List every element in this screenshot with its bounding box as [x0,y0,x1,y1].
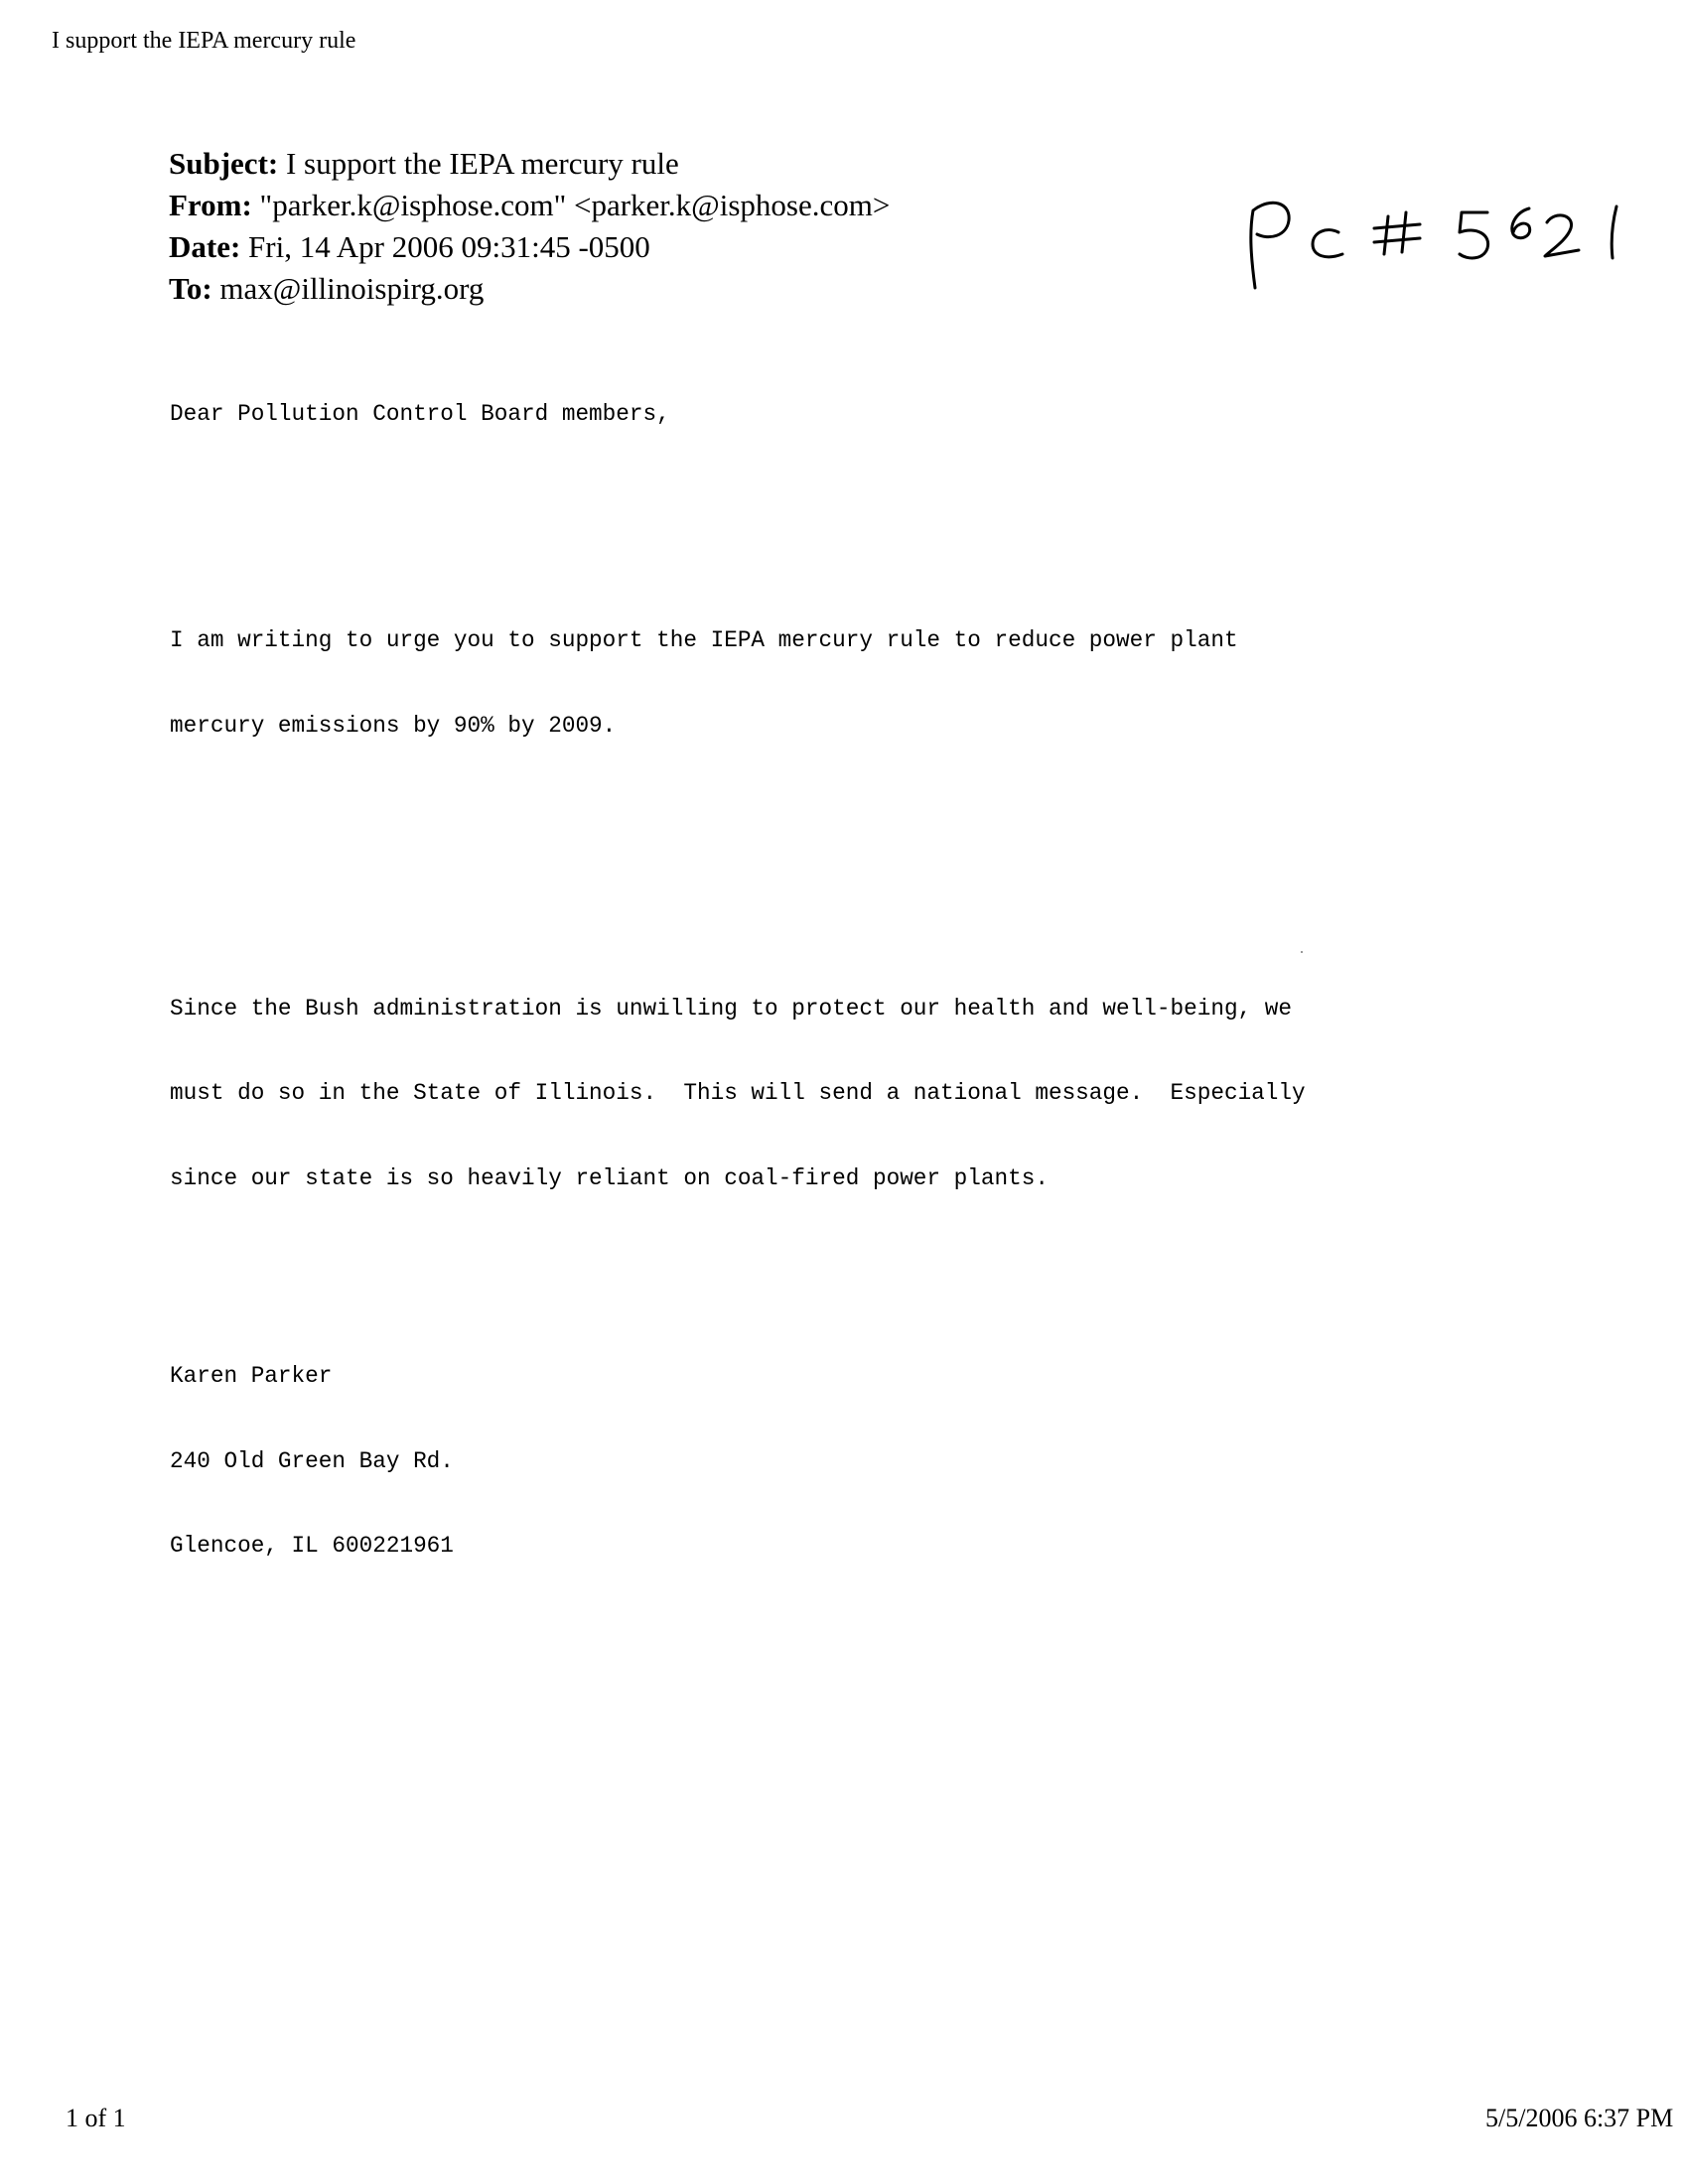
page-count: 1 of 1 [66,2104,126,2132]
signature-block [170,1305,1306,1617]
email-headers [169,143,890,310]
print-timestamp: 5/5/2006 6:37 PM [1485,2104,1674,2132]
date-row [169,226,890,268]
signature-street: 240 Old Green Bay Rd. [170,1447,454,1474]
body-line: must do so in the State of Illinois. This will send a national message. Especially [170,1080,1306,1106]
signature-name: Karen Parker [170,1363,333,1389]
body-line: I am writing to urge you to support the IEPA mercury rule to reduce power plant [170,627,1238,653]
page-header-title: I support the IEPA mercury rule [52,28,356,54]
to-label: To: [169,271,212,306]
date-label: Date: [169,229,241,264]
body-paragraph-2 [170,938,1306,1250]
date-value: Fri, 14 Apr 2006 09:31:45 -0500 [248,229,650,264]
email-body [170,343,1306,1645]
handwritten-stamp-pc-5621 [1231,189,1648,308]
scan-speck [1301,951,1303,953]
subject-row [169,143,890,185]
body-line: since our state is so heavily reliant on coal-fired power plants. [170,1164,1049,1191]
to-row [169,268,890,310]
subject-value: I support the IEPA mercury rule [285,146,679,181]
body-line: mercury emissions by 90% by 2009. [170,712,617,739]
subject-label: Subject: [169,146,279,181]
from-label: From: [169,188,252,222]
body-paragraph-1 [170,570,1306,796]
from-row [169,185,890,226]
body-line: Since the Bush administration is unwilling to protect our health and well-being, we [170,995,1293,1022]
to-value: max@illinoispirg.org [219,271,485,306]
signature-city: Glencoe, IL 600221961 [170,1533,454,1559]
from-value: "parker.k@isphose.com" <parker.k@isphose.com> [259,188,891,222]
greeting-line: Dear Pollution Control Board members, [170,401,670,427]
